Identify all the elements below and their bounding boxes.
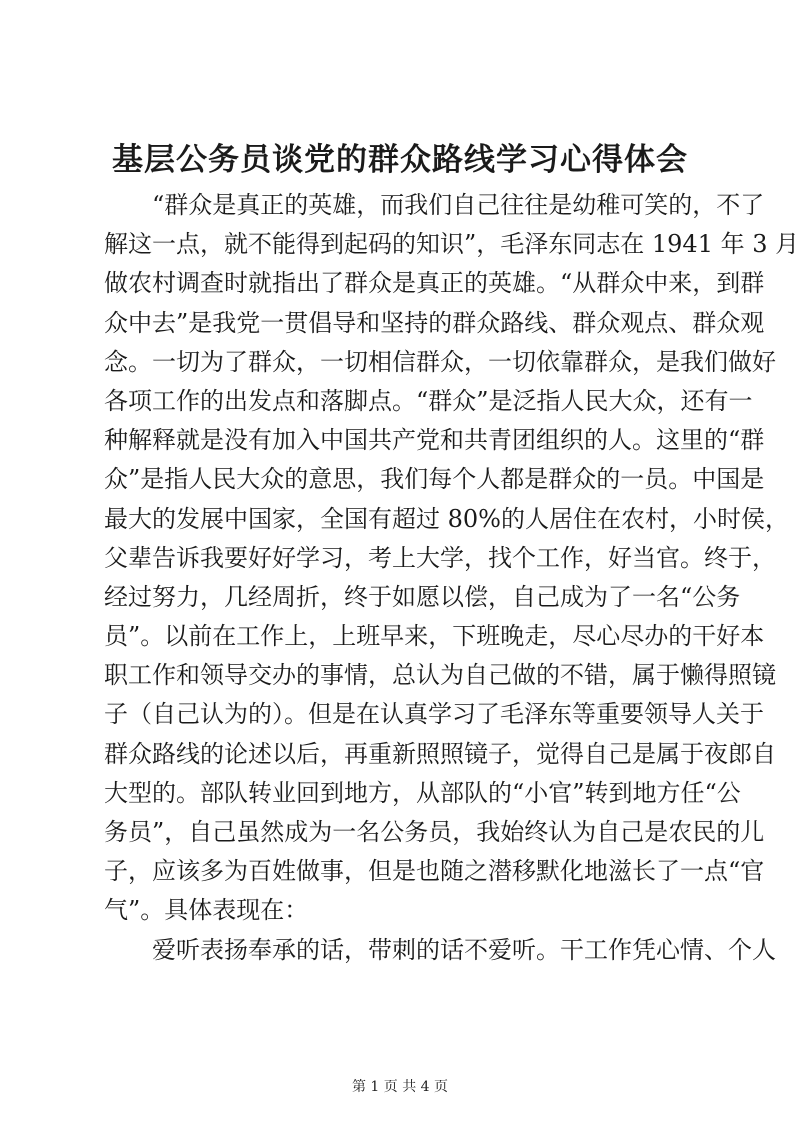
document-title: 基层公务员谈党的群众路线学习心得体会 bbox=[112, 142, 688, 178]
text-line: 众中去”是我党一贯倡导和坚持的群众路线、群众观点、群众观 bbox=[104, 308, 765, 337]
text-line: 种解释就是没有加入中国共产党和共青团组织的人。这里的“群 bbox=[104, 426, 765, 455]
document-body bbox=[104, 186, 800, 970]
text-line: 职工作和领导交办的事情，总认为自己做的不错，属于懒得照镜 bbox=[104, 661, 776, 690]
text-line: 大型的。部队转业回到地方，从部队的“小官”转到地方任“公 bbox=[104, 778, 741, 807]
text-line: 务员”，自己虽然成为一名公务员，我始终认为自己是农民的儿 bbox=[104, 818, 765, 846]
text-line: “群众是真正的英雄，而我们自己往往是幼稚可笑的，不了 bbox=[152, 191, 765, 219]
text-line: 员”。以前在工作上，上班早来，下班晚走，尽心尽办的干好本 bbox=[104, 622, 765, 651]
text-line: 众”是指人民大众的意思，我们每个人都是群众的一员。中国是 bbox=[104, 465, 765, 494]
text-line: 做农村调查时就指出了群众是真正的英雄。“从群众中来，到群 bbox=[104, 269, 765, 298]
text-line: 子，应该多为百姓做事，但是也随之潜移默化地滋长了一点“官 bbox=[104, 857, 765, 886]
text-line: 最大的发展中国家，全国有超过 80%的人居住在农村，小时侯， bbox=[104, 504, 789, 533]
text-line: 经过努力，几经周折，终于如愿以偿，自己成为了一名“公务 bbox=[104, 582, 741, 611]
paragraph-1 bbox=[104, 186, 800, 931]
paragraph-2 bbox=[104, 931, 776, 970]
page-number-footer: 第 1 页 共 4 页 bbox=[351, 1079, 449, 1095]
text-line: 气”。具体表现在： bbox=[104, 896, 309, 925]
text-line: 念。一切为了群众，一切相信群众，一切依靠群众，是我们做好 bbox=[104, 347, 776, 376]
text-line: 爱听表扬奉承的话，带刺的话不爱听。干工作凭心情、个人 bbox=[152, 935, 776, 964]
text-line: 解这一点，就不能得到起码的知识”，毛泽东同志在 1941 年 3 月 bbox=[104, 230, 800, 259]
text-line: 各项工作的出发点和落脚点。“群众”是泛指人民大众，还有一 bbox=[104, 386, 753, 415]
text-line: 子（自己认为的）。但是在认真学习了毛泽东等重要领导人关于 bbox=[104, 700, 764, 729]
text-line: 群众路线的论述以后，再重新照照镜子，觉得自己是属于夜郎自 bbox=[104, 739, 776, 768]
text-line: 父辈告诉我要好好学习，考上大学，找个工作，好当官。终于， bbox=[104, 543, 776, 572]
